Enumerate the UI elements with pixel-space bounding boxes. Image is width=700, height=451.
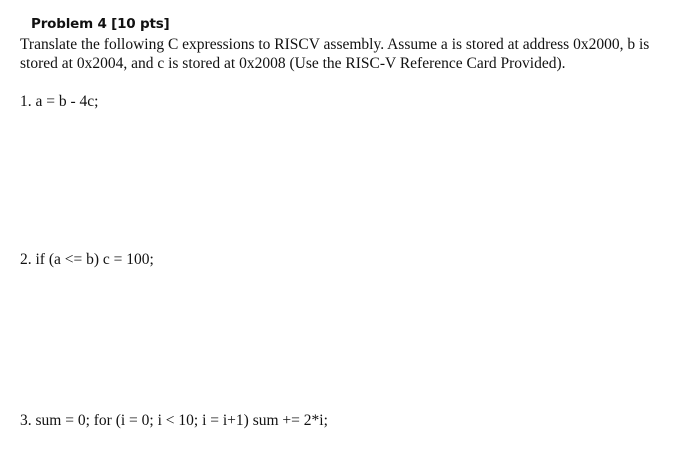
question-1: 1. a = b - 4c; [20, 93, 99, 110]
instructions-line-1: Translate the following C expressions to RISCV assembly. Assume a is stored at address 0x2000, b is [20, 36, 650, 53]
question-2: 2. if (a <= b) c = 100; [20, 251, 154, 268]
problem-heading: Problem 4 [10 pts] [31, 16, 170, 32]
instructions-line-2: stored at 0x2004, and c is stored at 0x2008 (Use the RISC-V Reference Card Provided). [20, 55, 566, 72]
question-3: 3. sum = 0; for (i = 0; i < 10; i = i+1) sum += 2*i; [20, 412, 328, 429]
